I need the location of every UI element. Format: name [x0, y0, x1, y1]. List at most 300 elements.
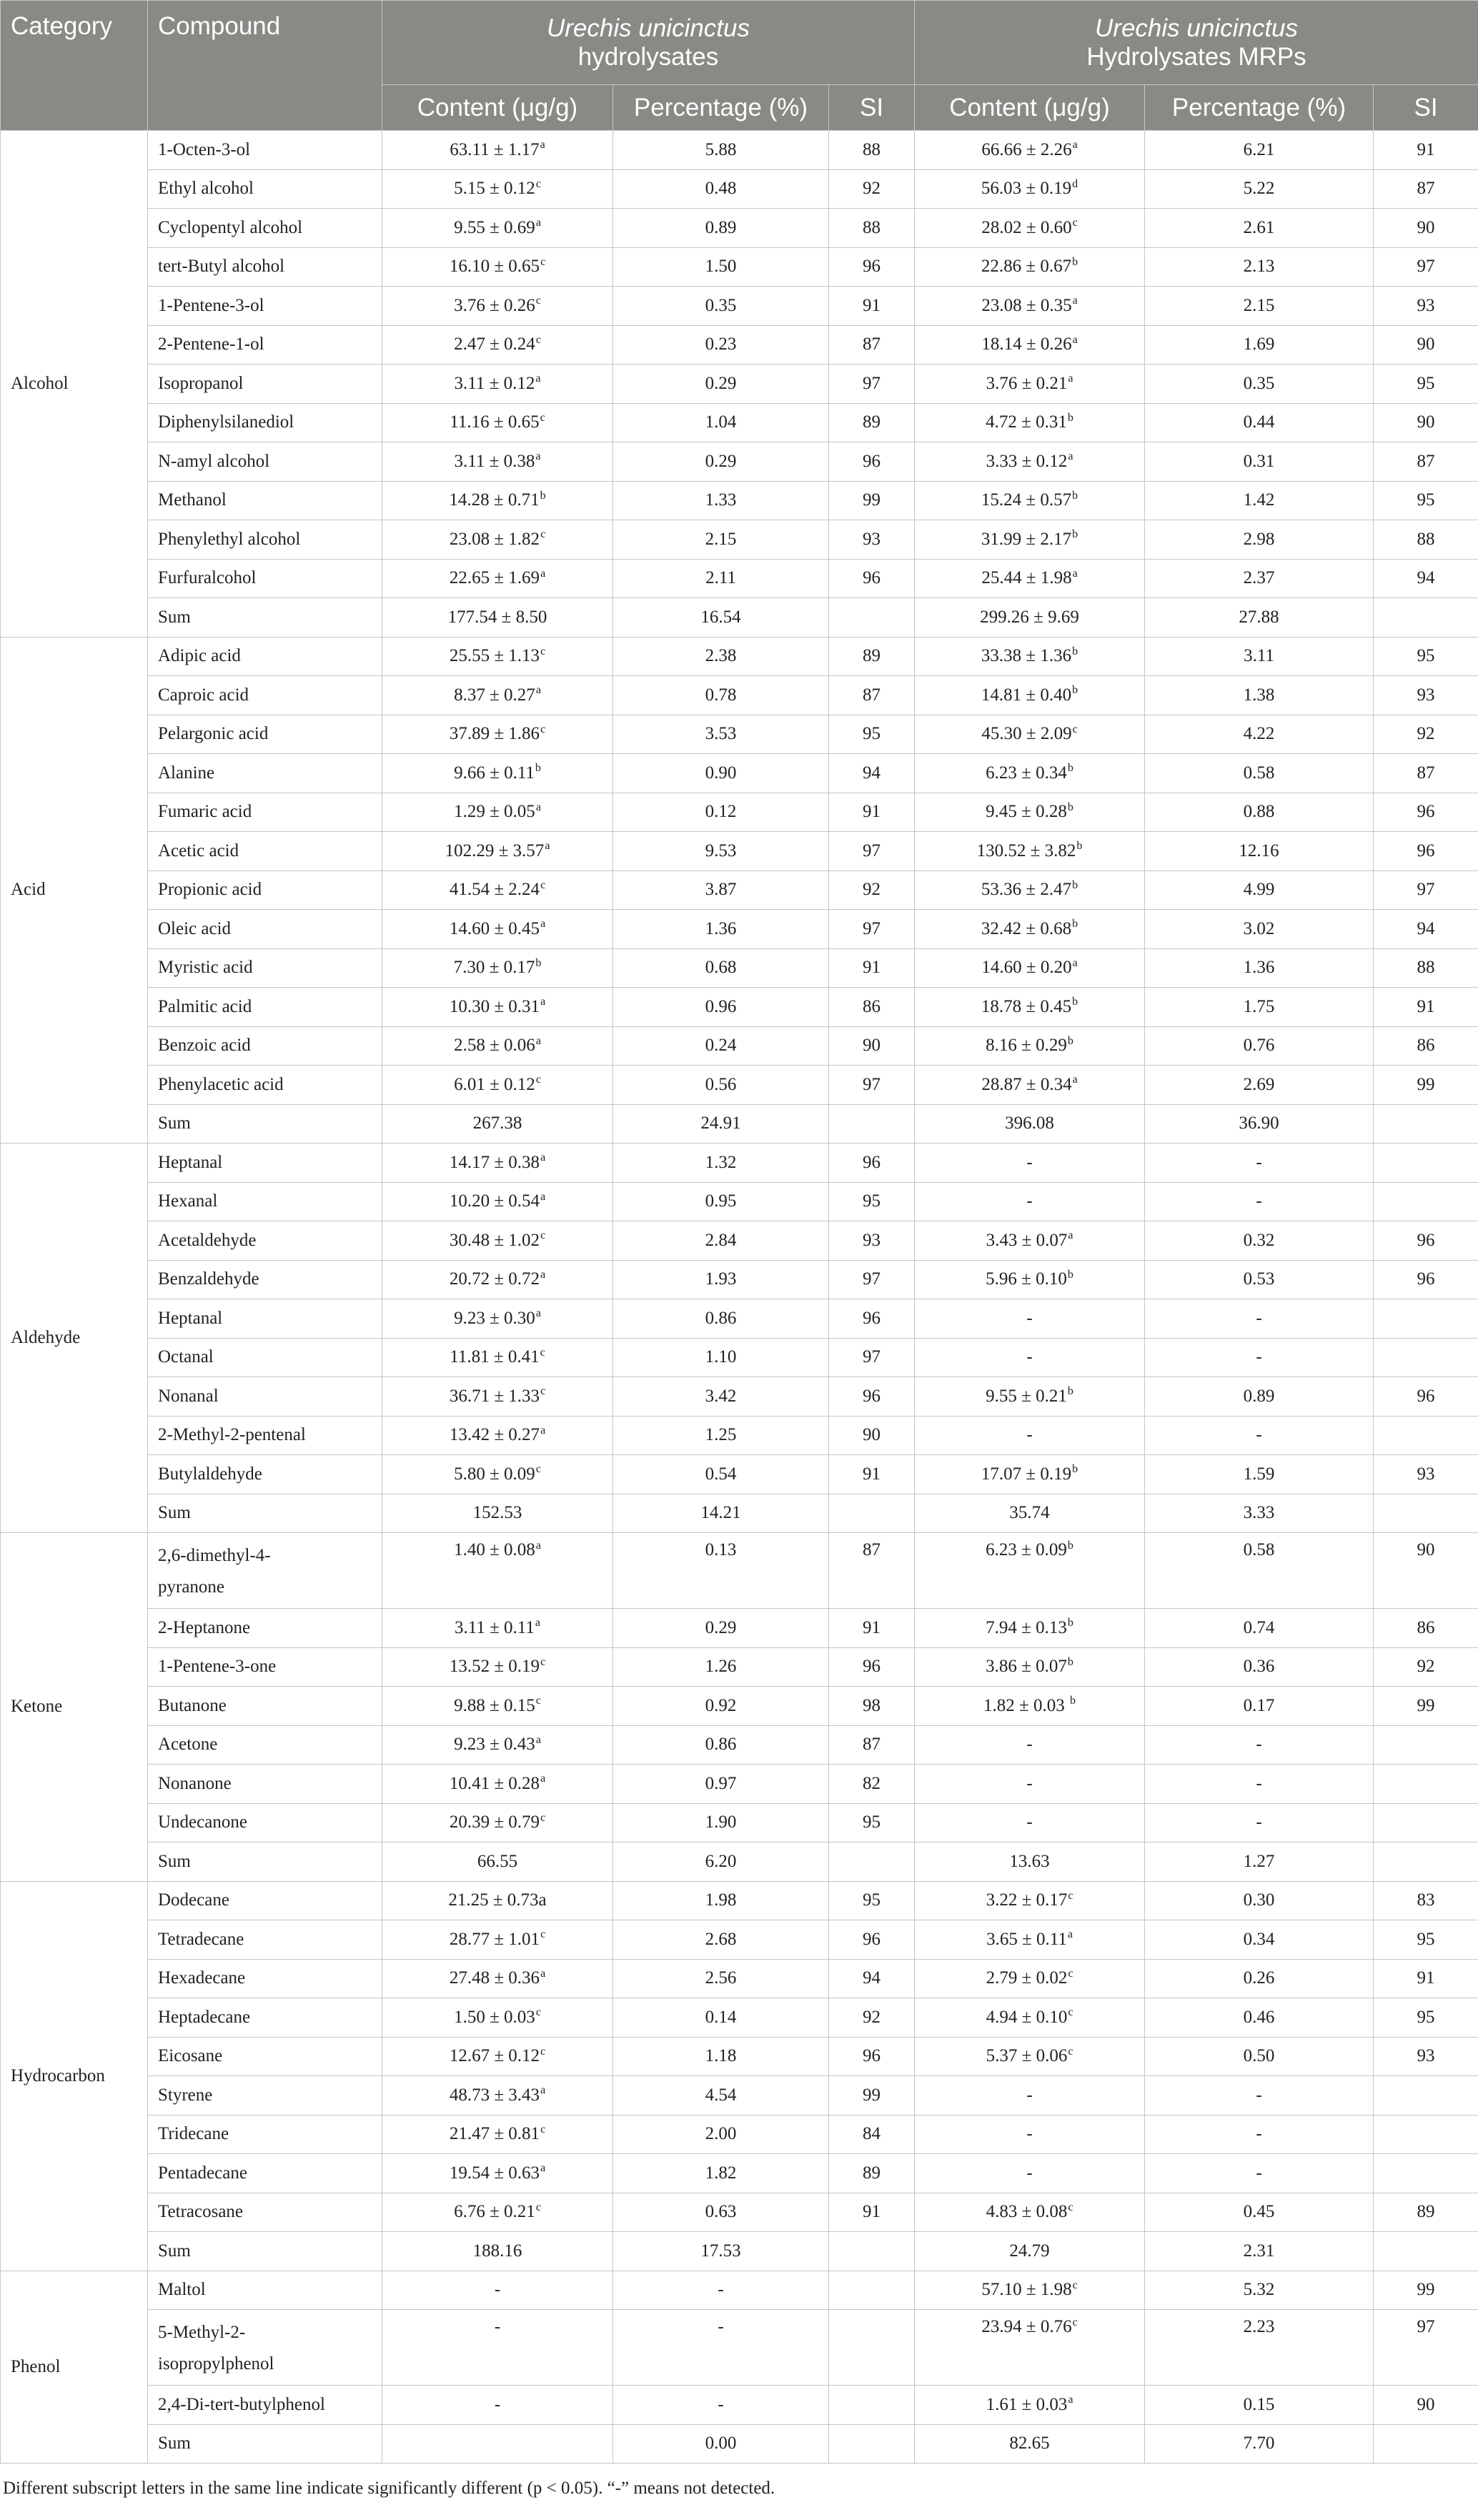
- si-mrps-value: 88: [1417, 958, 1435, 978]
- si-mrps: [1374, 1998, 1478, 2038]
- si-mrps: [1374, 637, 1478, 676]
- table-row: [1, 948, 1478, 988]
- si-mrps: [1374, 1881, 1478, 1920]
- percentage-hydrolysates-value: 0.95: [705, 1191, 737, 1211]
- percentage-hydrolysates: [613, 1299, 829, 1339]
- si-hydrolysates-value: 97: [863, 918, 881, 938]
- compound-cell: [148, 2386, 382, 2425]
- content-mrps: [915, 1647, 1145, 1687]
- content-mrps: [915, 2310, 1145, 2386]
- percentage-hydrolysates-value: 0.89: [705, 217, 737, 237]
- table-row: [1, 287, 1478, 326]
- significance-letter: a: [540, 1424, 546, 1437]
- significance-letter: a: [1067, 1928, 1073, 1941]
- si-mrps-value: 96: [1417, 1230, 1435, 1250]
- content-mrps-value: 3.86 ± 0.07: [986, 1657, 1067, 1677]
- percentage-mrps-value: 2.37: [1243, 568, 1275, 588]
- table-row: [1, 1687, 1478, 1726]
- percentage-mrps-value: 3.33: [1243, 1503, 1275, 1523]
- table-row: [1, 169, 1478, 209]
- significance-letter: b: [1067, 1385, 1073, 1398]
- category-label: Phenol: [11, 2356, 61, 2376]
- content-mrps-value: -: [1026, 1735, 1033, 1755]
- significance-letter: c: [535, 1073, 541, 1086]
- table-row: [1, 403, 1478, 442]
- significance-letter: c: [1068, 2045, 1073, 2058]
- si-mrps-value: 88: [1417, 529, 1435, 549]
- compound-cell: [148, 1881, 382, 1920]
- compound-cell: [148, 1338, 382, 1377]
- percentage-hydrolysates-value: 0.48: [705, 179, 737, 199]
- si-hydrolysates: [829, 754, 915, 793]
- content-hydrolysates-value: 9.23 ± 0.43: [454, 1735, 535, 1755]
- si-mrps: [1374, 1455, 1478, 1494]
- content-mrps: [915, 520, 1145, 560]
- content-hydrolysates-value: 9.23 ± 0.30: [454, 1308, 535, 1328]
- si-hydrolysates-value: 97: [863, 373, 881, 393]
- table-row: [1, 1959, 1478, 1998]
- significance-letter: a: [540, 2084, 546, 2097]
- percentage-mrps: [1145, 870, 1374, 910]
- percentage-hydrolysates-value: 0.86: [705, 1308, 737, 1328]
- si-mrps: [1374, 1144, 1478, 1183]
- significance-letter: a: [540, 1967, 546, 1980]
- compound-cell: [148, 2424, 382, 2464]
- content-mrps-value: 299.26 ± 9.69: [980, 607, 1079, 627]
- si-hydrolysates-value: 84: [863, 2124, 881, 2144]
- table-row: [1, 1455, 1478, 1494]
- si-hydrolysates: [829, 1144, 915, 1183]
- percentage-mrps-value: 7.70: [1243, 2434, 1275, 2454]
- content-hydrolysates: [382, 481, 613, 520]
- si-mrps-value: 86: [1417, 1617, 1435, 1637]
- si-mrps: [1374, 1725, 1478, 1765]
- content-hydrolysates-value: 22.65 ± 1.69: [449, 568, 540, 588]
- compound-name: Caproic acid: [158, 685, 249, 705]
- significance-letter: c: [540, 723, 546, 735]
- content-mrps-value: 33.38 ± 1.36: [981, 646, 1072, 666]
- content-hydrolysates: [382, 1455, 613, 1494]
- si-mrps-value: 97: [1417, 2317, 1435, 2336]
- content-mrps-value: 23.94 ± 0.76: [981, 2317, 1072, 2336]
- compound-cell: [148, 2115, 382, 2154]
- percentage-hydrolysates: [613, 2115, 829, 2154]
- compound-name: Acetic acid: [158, 840, 239, 860]
- content-mrps-value: 57.10 ± 1.98: [981, 2280, 1072, 2300]
- table-row: [1, 676, 1478, 715]
- content-mrps: [915, 1377, 1145, 1417]
- si-mrps-value: 95: [1417, 2007, 1435, 2027]
- content-hydrolysates-value: 102.29 ± 3.57: [445, 840, 545, 860]
- table-header: [1, 1, 1478, 131]
- compound-cell: [148, 910, 382, 949]
- compound-cell: [148, 1104, 382, 1144]
- si-mrps: [1374, 1299, 1478, 1339]
- percentage-mrps: [1145, 1725, 1374, 1765]
- content-mrps: [915, 1026, 1145, 1066]
- compound-name: Benzaldehyde: [158, 1269, 259, 1289]
- compound-cell: [148, 2154, 382, 2193]
- table-row: [1, 1338, 1478, 1377]
- si-hydrolysates: [829, 1842, 915, 1882]
- si-mrps: [1374, 442, 1478, 482]
- content-mrps: [915, 1920, 1145, 1960]
- percentage-hydrolysates-value: 0.00: [705, 2434, 737, 2454]
- category-cell: [1, 1144, 148, 1533]
- content-mrps-value: 4.83 ± 0.08: [986, 2202, 1068, 2222]
- si-mrps-value: 95: [1417, 646, 1435, 666]
- percentage-hydrolysates-value: 1.18: [705, 2046, 737, 2066]
- percentage-hydrolysates-value: 1.90: [705, 1812, 737, 1832]
- significance-letter: c: [535, 2201, 541, 2213]
- compound-cell: [148, 247, 382, 287]
- content-hydrolysates: [382, 403, 613, 442]
- compound-cell: [148, 287, 382, 326]
- content-mrps-value: -: [1026, 1425, 1033, 1445]
- si-hydrolysates: [829, 247, 915, 287]
- si-hydrolysates: [829, 2037, 915, 2076]
- compound-cell: [148, 1609, 382, 1648]
- table-row: [1, 2037, 1478, 2076]
- content-hydrolysates-value: 6.76 ± 0.21: [454, 2202, 535, 2222]
- content-mrps-value: 14.81 ± 0.40: [981, 685, 1072, 705]
- percentage-hydrolysates: [613, 1998, 829, 2038]
- significance-letter: c: [540, 1385, 546, 1398]
- percentage-mrps-value: 2.98: [1243, 529, 1275, 549]
- compound-name: Sum: [158, 607, 191, 627]
- significance-letter: b: [535, 762, 541, 775]
- percentage-mrps-value: 0.30: [1243, 1890, 1275, 1910]
- si-hydrolysates-value: 96: [863, 257, 881, 277]
- content-hydrolysates-value: 20.39 ± 0.79: [449, 1812, 540, 1832]
- si-mrps: [1374, 247, 1478, 287]
- table-row: [1, 1881, 1478, 1920]
- percentage-mrps-value: 1.38: [1243, 685, 1275, 705]
- compound-name: Propionic acid: [158, 880, 262, 900]
- si-hydrolysates-value: 86: [863, 996, 881, 1016]
- content-hydrolysates: [382, 131, 613, 170]
- si-mrps-value: 90: [1417, 334, 1435, 354]
- content-mrps: [915, 1104, 1145, 1144]
- compound-name: Styrene: [158, 2085, 213, 2105]
- content-mrps-value: -: [1026, 1773, 1033, 1793]
- percentage-hydrolysates: [613, 1959, 829, 1998]
- percentage-hydrolysates-value: 14.21: [700, 1503, 741, 1523]
- si-hydrolysates: [829, 2386, 915, 2425]
- content-hydrolysates-value: 48.73 ± 3.43: [449, 2085, 540, 2105]
- si-hydrolysates-value: 87: [863, 334, 881, 354]
- compound-cell: [148, 364, 382, 404]
- si-mrps: [1374, 1609, 1478, 1648]
- compound-name: Nonanal: [158, 1386, 219, 1406]
- si-mrps-value: 95: [1417, 1929, 1435, 1949]
- percentage-mrps: [1145, 832, 1374, 871]
- percentage-mrps: [1145, 948, 1374, 988]
- percentage-hydrolysates-value: 2.15: [705, 529, 737, 549]
- percentage-mrps: [1145, 1416, 1374, 1455]
- si-mrps: [1374, 2076, 1478, 2115]
- significance-letter: c: [540, 255, 546, 268]
- si-mrps-value: 97: [1417, 880, 1435, 900]
- percentage-hydrolysates-value: 24.91: [700, 1113, 741, 1133]
- percentage-mrps: [1145, 1920, 1374, 1960]
- content-hydrolysates: [382, 1647, 613, 1687]
- si-hydrolysates: [829, 1533, 915, 1609]
- compound-cell: [148, 1647, 382, 1687]
- content-hydrolysates-value: 188.16: [472, 2241, 522, 2261]
- percentage-hydrolysates: [613, 209, 829, 248]
- significance-letter: b: [1067, 1539, 1073, 1552]
- percentage-hydrolysates: [613, 715, 829, 754]
- content-hydrolysates: [382, 1533, 613, 1609]
- compound-name: Alanine: [158, 763, 215, 783]
- content-hydrolysates: [382, 1416, 613, 1455]
- si-mrps: [1374, 2386, 1478, 2425]
- compound-cell: [148, 1920, 382, 1960]
- percentage-hydrolysates-value: 2.11: [705, 568, 736, 588]
- percentage-mrps: [1145, 1494, 1374, 1533]
- category-label: Aldehyde: [11, 1328, 81, 1347]
- content-hydrolysates-value: 37.89 ± 1.86: [449, 724, 540, 744]
- si-hydrolysates-value: 91: [863, 802, 881, 822]
- significance-letter: b: [1072, 489, 1078, 502]
- percentage-hydrolysates: [613, 1765, 829, 1804]
- content-hydrolysates-value: 8.37 ± 0.27: [454, 685, 535, 705]
- si-hydrolysates: [829, 832, 915, 871]
- si-mrps-value: 87: [1417, 179, 1435, 199]
- significance-letter: b: [1072, 996, 1078, 1008]
- si-hydrolysates: [829, 988, 915, 1027]
- compound-name: Furfuralcohol: [158, 568, 257, 588]
- percentage-hydrolysates-value: 1.93: [705, 1269, 737, 1289]
- si-hydrolysates-value: 97: [863, 840, 881, 860]
- percentage-mrps: [1145, 1144, 1374, 1183]
- si-mrps: [1374, 2037, 1478, 2076]
- si-hydrolysates: [829, 1920, 915, 1960]
- content-hydrolysates-value: 3.11 ± 0.38: [454, 451, 535, 471]
- percentage-mrps-value: 1.59: [1243, 1464, 1275, 1484]
- si-hydrolysates-value: 91: [863, 2202, 881, 2222]
- compound-name: Phenylethyl alcohol: [158, 529, 301, 549]
- content-hydrolysates: [382, 1338, 613, 1377]
- significance-letter: a: [540, 996, 546, 1008]
- percentage-mrps-value: 0.46: [1243, 2007, 1275, 2027]
- content-hydrolysates: [382, 247, 613, 287]
- table-row: [1, 442, 1478, 482]
- percentage-hydrolysates: [613, 1221, 829, 1261]
- percentage-mrps-value: 2.13: [1243, 257, 1275, 277]
- percentage-hydrolysates-value: 0.63: [705, 2202, 737, 2222]
- content-mrps-value: 2.79 ± 0.02: [986, 1968, 1068, 1988]
- compound-name: Phenylacetic acid: [158, 1074, 284, 1094]
- significance-letter: c: [535, 2006, 541, 2019]
- compound-cell: [148, 1455, 382, 1494]
- si-hydrolysates: [829, 1221, 915, 1261]
- si-hydrolysates: [829, 559, 915, 598]
- percentage-mrps-value: 5.32: [1243, 2280, 1275, 2300]
- percentage-mrps: [1145, 1609, 1374, 1648]
- significance-letter: c: [540, 528, 546, 541]
- content-mrps-value: -: [1026, 1191, 1033, 1211]
- header-category: Category: [1, 1, 148, 131]
- si-mrps: [1374, 209, 1478, 248]
- content-hydrolysates: [382, 1959, 613, 1998]
- table-row: [1, 910, 1478, 949]
- si-hydrolysates: [829, 1377, 915, 1417]
- compound-cell: [148, 325, 382, 364]
- table-row: [1, 988, 1478, 1027]
- content-hydrolysates: [382, 715, 613, 754]
- content-mrps-value: 66.66 ± 2.26: [981, 139, 1072, 159]
- significance-letter: a: [1072, 567, 1078, 580]
- table-row: [1, 754, 1478, 793]
- content-mrps: [915, 287, 1145, 326]
- percentage-hydrolysates-value: 1.33: [705, 490, 737, 510]
- content-hydrolysates: [382, 2193, 613, 2232]
- percentage-hydrolysates-value: 1.25: [705, 1425, 737, 1445]
- table-row: [1, 325, 1478, 364]
- content-hydrolysates: [382, 1299, 613, 1339]
- compound-name: 1-Pentene-3-one: [158, 1657, 277, 1677]
- percentage-hydrolysates-value: 0.56: [705, 1074, 737, 1094]
- content-hydrolysates-value: 14.60 ± 0.45: [449, 918, 540, 938]
- compound-name: Pentadecane: [158, 2163, 247, 2183]
- si-hydrolysates: [829, 209, 915, 248]
- table-row: [1, 1026, 1478, 1066]
- si-hydrolysates-value: 94: [863, 1968, 881, 1988]
- si-mrps: [1374, 169, 1478, 209]
- content-mrps: [915, 364, 1145, 404]
- percentage-mrps-value: -: [1256, 1152, 1262, 1172]
- significance-letter: b: [540, 489, 546, 502]
- si-hydrolysates: [829, 637, 915, 676]
- si-mrps: [1374, 598, 1478, 638]
- percentage-hydrolysates-value: 0.29: [705, 373, 737, 393]
- header-si-2: SI: [1374, 85, 1478, 131]
- si-hydrolysates: [829, 287, 915, 326]
- si-mrps-value: 91: [1417, 139, 1435, 159]
- content-mrps: [915, 209, 1145, 248]
- content-mrps: [915, 325, 1145, 364]
- compound-name: Sum: [158, 2434, 191, 2454]
- content-mrps-value: 56.03 ± 0.19: [981, 179, 1072, 199]
- content-hydrolysates-value: 13.42 ± 0.27: [449, 1425, 540, 1445]
- content-hydrolysates-value: 1.50 ± 0.03: [454, 2007, 535, 2027]
- percentage-mrps: [1145, 676, 1374, 715]
- percentage-mrps-value: 2.23: [1243, 2317, 1275, 2336]
- si-hydrolysates: [829, 1765, 915, 1804]
- content-mrps-value: 25.44 ± 1.98: [981, 568, 1072, 588]
- significance-letter: c: [540, 645, 546, 658]
- content-mrps: [915, 1182, 1145, 1221]
- percentage-mrps-value: 0.58: [1243, 1540, 1275, 1559]
- content-hydrolysates: [382, 1260, 613, 1299]
- content-mrps: [915, 1881, 1145, 1920]
- significance-letter: c: [535, 294, 541, 307]
- si-hydrolysates-value: 92: [863, 880, 881, 900]
- si-mrps: [1374, 2271, 1478, 2310]
- si-mrps-value: 96: [1417, 1269, 1435, 1289]
- content-mrps: [915, 1803, 1145, 1842]
- content-hydrolysates: [382, 1998, 613, 2038]
- content-mrps: [915, 1765, 1145, 1804]
- header-compound: Compound: [148, 1, 382, 131]
- compound-cell: [148, 403, 382, 442]
- percentage-mrps: [1145, 1260, 1374, 1299]
- content-hydrolysates: [382, 948, 613, 988]
- percentage-hydrolysates: [613, 403, 829, 442]
- percentage-mrps-value: 0.50: [1243, 2046, 1275, 2066]
- content-mrps-value: 15.24 ± 0.57: [981, 490, 1072, 510]
- percentage-hydrolysates: [613, 637, 829, 676]
- si-hydrolysates-value: 96: [863, 568, 881, 588]
- percentage-hydrolysates-value: 0.13: [705, 1540, 737, 1559]
- content-hydrolysates-value: 9.66 ± 0.11: [454, 763, 535, 783]
- percentage-hydrolysates: [613, 1920, 829, 1960]
- content-hydrolysates: [382, 793, 613, 832]
- content-hydrolysates: [382, 637, 613, 676]
- content-mrps: [915, 1687, 1145, 1726]
- compound-name: Isopropanol: [158, 373, 244, 393]
- compound-name: Tetracosane: [158, 2202, 244, 2222]
- category-cell: [1, 1881, 148, 2271]
- compound-cell: [148, 715, 382, 754]
- content-mrps: [915, 676, 1145, 715]
- compound-cell: [148, 1687, 382, 1726]
- percentage-mrps-value: 4.22: [1243, 724, 1275, 744]
- si-mrps: [1374, 2310, 1478, 2386]
- percentage-mrps-value: -: [1256, 1191, 1262, 1211]
- percentage-mrps-value: 1.27: [1243, 1851, 1275, 1871]
- percentage-mrps-value: 1.36: [1243, 958, 1275, 978]
- compound-name: Sum: [158, 2241, 191, 2261]
- compound-cell: [148, 1182, 382, 1221]
- content-mrps: [915, 1959, 1145, 1998]
- significance-letter: a: [540, 1268, 546, 1281]
- compound-name: Eicosane: [158, 2046, 223, 2066]
- percentage-hydrolysates: [613, 754, 829, 793]
- si-mrps-value: 91: [1417, 996, 1435, 1016]
- content-hydrolysates: [382, 1881, 613, 1920]
- percentage-mrps-value: 1.69: [1243, 334, 1275, 354]
- content-mrps: [915, 1144, 1145, 1183]
- si-mrps: [1374, 2154, 1478, 2193]
- percentage-hydrolysates: [613, 793, 829, 832]
- percentage-hydrolysates: [613, 131, 829, 170]
- percentage-hydrolysates: [613, 1338, 829, 1377]
- si-hydrolysates-value: 93: [863, 1230, 881, 1250]
- header-content-2: Content (μg/g): [915, 85, 1145, 131]
- si-hydrolysates: [829, 1299, 915, 1339]
- percentage-hydrolysates: [613, 1842, 829, 1882]
- significance-letter: c: [1072, 217, 1078, 229]
- compound-name: Diphenylsilanediol: [158, 412, 294, 432]
- percentage-mrps-value: 6.21: [1243, 139, 1275, 159]
- compound-cell: [148, 1416, 382, 1455]
- compound-name: Ethyl alcohol: [158, 179, 254, 199]
- content-mrps-value: -: [1026, 2085, 1033, 2105]
- content-mrps-value: 6.23 ± 0.09: [986, 1540, 1067, 1559]
- content-mrps-value: 53.36 ± 2.47: [981, 880, 1072, 900]
- compound-cell: [148, 598, 382, 638]
- content-hydrolysates-value: 10.30 ± 0.31: [449, 996, 540, 1016]
- content-hydrolysates: [382, 520, 613, 560]
- compound-name: Palmitic acid: [158, 996, 252, 1016]
- si-mrps-value: 95: [1417, 490, 1435, 510]
- significance-letter: a: [1072, 139, 1078, 152]
- content-mrps: [915, 598, 1145, 638]
- significance-letter: c: [540, 1655, 546, 1668]
